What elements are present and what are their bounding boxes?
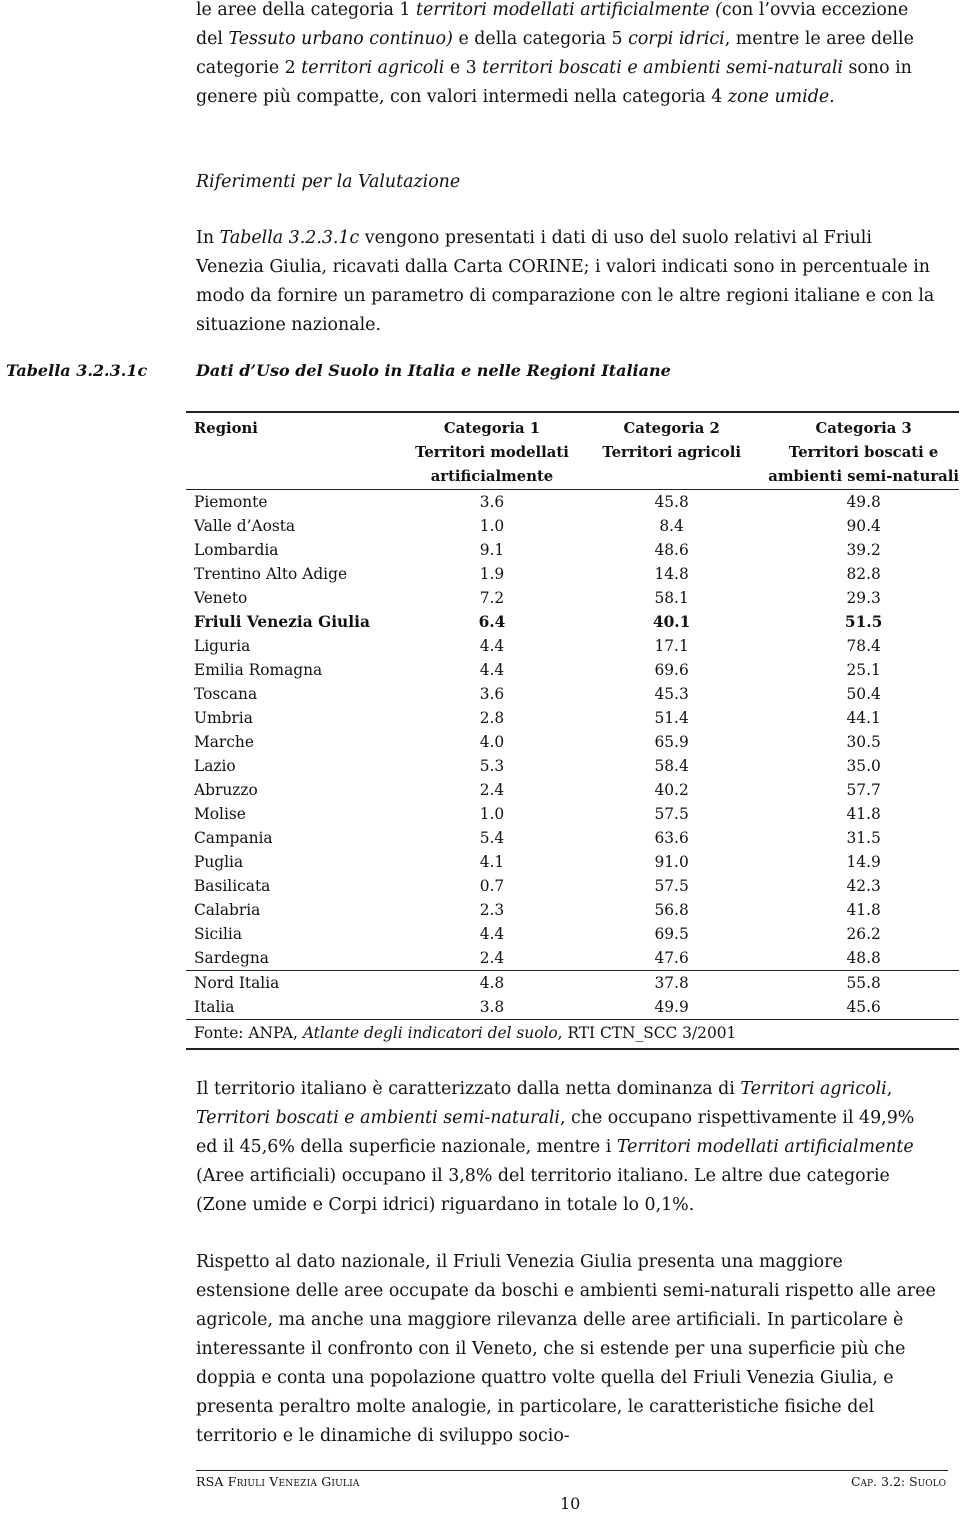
region-cell: Marche: [194, 733, 254, 751]
region-cell: Molise: [194, 805, 246, 823]
cat1-cell: 4.4: [479, 925, 505, 943]
table-row: [186, 682, 959, 706]
cat3-cell: 51.5: [844, 613, 883, 631]
cat3-cell: 14.9: [846, 853, 881, 871]
cat3-cell: 41.8: [846, 805, 881, 823]
cat2-cell: 17.1: [654, 637, 689, 655]
table-row: [186, 706, 959, 730]
cat3-cell: 82.8: [846, 565, 881, 583]
table-row: [186, 850, 959, 874]
cat1-cell: 7.2: [479, 589, 505, 607]
cat2-cell: 45.3: [654, 685, 689, 703]
table-row: [186, 658, 959, 682]
region-cell: Sicilia: [194, 925, 243, 943]
section-heading: Riferimenti per la Valutazione: [196, 172, 461, 192]
cat1-cell: 2.4: [479, 949, 505, 967]
header-cat2-line1: Categoria 2: [623, 420, 720, 437]
header-cat3-line1: Categoria 3: [815, 420, 912, 437]
cat1-cell: 4.1: [479, 853, 505, 871]
region-cell: Emilia Romagna: [194, 661, 323, 679]
cat2-cell: 63.6: [654, 829, 689, 847]
region-cell: Piemonte: [194, 493, 268, 511]
table-row: [186, 490, 959, 515]
cat3-cell: 35.0: [846, 757, 881, 775]
region-cell: Abruzzo: [194, 781, 258, 799]
region-cell: Nord Italia: [186, 971, 401, 996]
header-categoria-3: [760, 412, 959, 490]
cat2-cell: 48.6: [654, 541, 689, 559]
header-regioni: Regioni: [194, 420, 258, 437]
cat2-cell: 57.5: [654, 805, 689, 823]
cat3-cell: 55.8: [760, 971, 959, 996]
table-source-row: [186, 1020, 959, 1050]
cat3-cell: 39.2: [846, 541, 881, 559]
region-cell: Liguria: [194, 637, 251, 655]
cat2-cell: 57.5: [654, 877, 689, 895]
footer-report-title: RSA Friuli Venezia Giulia: [196, 1474, 360, 1489]
table-label: Tabella 3.2.3.1c: [6, 361, 148, 380]
table-row: [186, 730, 959, 754]
header-cat3-line2: Territori boscati e: [788, 444, 939, 461]
table-title: Dati d’Uso del Suolo in Italia e nelle Regioni Italiane: [196, 361, 671, 380]
region-cell: Calabria: [194, 901, 261, 919]
header-categoria-1: [401, 412, 575, 490]
region-cell: Friuli Venezia Giulia: [194, 613, 370, 631]
cat1-cell: 2.3: [479, 901, 505, 919]
cat2-cell: 8.4: [659, 517, 684, 535]
cat3-cell: 49.8: [846, 493, 881, 511]
cat2-cell: 58.1: [654, 589, 689, 607]
table-row: [186, 586, 959, 610]
cat2-cell: 49.9: [654, 998, 689, 1016]
cat3-cell: 78.4: [846, 637, 881, 655]
header-cat1-line1: Categoria 1: [443, 420, 541, 437]
region-cell: Toscana: [194, 685, 258, 703]
table-total-row: [186, 971, 959, 996]
cat2-cell: 14.8: [654, 565, 689, 583]
table-row-highlighted: [186, 610, 959, 634]
cat1-cell: 0.7: [479, 877, 505, 895]
cat1-cell: 4.4: [479, 661, 505, 679]
comparison-paragraph: Rispetto al dato nazionale, il Friuli Venezia Giulia presenta una maggiore estensione delle aree occupate da boschi e ambienti semi-naturali rispetto alle aree agricole, ma anche una maggiore rilevanza delle aree artificiali. In particolare è interessante il confronto con il Veneto, che si estende per una superficie più che doppia e conta una popolazione quattro volte quella del Friuli Venezia Giulia, e presenta peraltro molte analogie, in particolare, le caratteristiche fisiche del territorio e le dinamiche di sviluppo socio-: [196, 1252, 936, 1446]
footer-divider: [196, 1470, 948, 1471]
intro-paragraph: le aree della categoria 1 territori modellati artificialmente (con l’ovvia eccezione del Tessuto urbano continuo) e della categoria 5 corpi idrici, mentre le aree delle categorie 2 territori agricoli e 3 territori boscati e ambienti semi-naturali sono in genere più compatte, con valori intermedi nella categoria 4 zone umide.: [196, 0, 914, 107]
cat1-cell: 3.6: [479, 685, 505, 703]
table-row: [186, 898, 959, 922]
cat1-cell: 9.1: [479, 541, 505, 559]
cat1-cell: 4.0: [479, 733, 505, 751]
region-cell: Puglia: [194, 853, 244, 871]
footer-chapter: Cap. 3.2: Suolo: [850, 1474, 946, 1489]
cat2-cell: 69.6: [654, 661, 689, 679]
cat3-cell: 44.1: [846, 709, 881, 727]
analysis-paragraph: Il territorio italiano è caratterizzato dalla netta dominanza di Territori agricoli, Territori boscati e ambienti semi-naturali, che occupano rispettivamente il 49,9% ed il 45,6% della superficie nazionale, mentre i Territori modellati artificialmente (Aree artificiali) occupano il 3,8% del territorio italiano. Le altre due categorie (Zone umide e Corpi idrici) riguardano in totale lo 0,1%.: [196, 1079, 915, 1215]
cat1-cell: 3.8: [479, 998, 505, 1016]
region-cell: Lombardia: [194, 541, 279, 559]
cat3-cell: 41.8: [846, 901, 881, 919]
cat3-cell: 31.5: [846, 829, 881, 847]
cat3-cell: 25.1: [846, 661, 881, 679]
cat2-cell: 56.8: [654, 901, 689, 919]
cat1-cell: 5.3: [479, 757, 505, 775]
cat3-cell: 90.4: [846, 517, 881, 535]
cat3-cell: 57.7: [846, 781, 881, 799]
region-cell: Sardegna: [194, 949, 269, 967]
cat1-cell: 6.4: [478, 613, 506, 631]
table-row: [186, 826, 959, 850]
cat3-cell: 42.3: [846, 877, 881, 895]
table-row: [186, 922, 959, 946]
cat1-cell: 5.4: [479, 829, 505, 847]
region-cell: Basilicata: [194, 877, 271, 895]
cat3-cell: 50.4: [846, 685, 881, 703]
header-cat2-line2: Territori agricoli: [602, 444, 741, 461]
table-row: [186, 562, 959, 586]
region-cell: Lazio: [194, 757, 236, 775]
cat2-cell: 45.8: [654, 493, 689, 511]
cat2-cell: 37.8: [575, 971, 760, 996]
region-cell: Italia: [194, 998, 235, 1016]
table-row: [186, 946, 959, 971]
region-cell: Trentino Alto Adige: [194, 565, 348, 583]
cat3-cell: 48.8: [846, 949, 881, 967]
table-total-row: [186, 995, 959, 1020]
cat1-cell: 1.0: [479, 517, 505, 535]
header-cat1-line3: artificialmente: [430, 468, 554, 485]
header-categoria-2: [575, 412, 760, 490]
table-row: [186, 538, 959, 562]
cat1-cell: 2.8: [479, 709, 505, 727]
page-number: 10: [560, 1494, 581, 1513]
cat2-cell: 91.0: [654, 853, 689, 871]
cat2-cell: 40.1: [652, 613, 691, 631]
table-source: Fonte: ANPA, Atlante degli indicatori del suolo, RTI CTN_SCC 3/2001: [186, 1020, 959, 1050]
cat1-cell: 1.0: [479, 805, 505, 823]
cat2-cell: 65.9: [654, 733, 689, 751]
header-cat3-line3: ambienti semi-naturali: [768, 468, 959, 485]
cat2-cell: 69.5: [654, 925, 689, 943]
cat2-cell: 40.2: [654, 781, 689, 799]
table-row: [186, 802, 959, 826]
table-header-row: [186, 412, 959, 490]
region-cell: Veneto: [194, 589, 248, 607]
cat3-cell: 29.3: [846, 589, 881, 607]
cat1-cell: 4.8: [401, 971, 575, 996]
header-cat1-line2: Territori modellati: [415, 444, 569, 461]
table-row: [186, 778, 959, 802]
table-row: [186, 634, 959, 658]
region-cell: Campania: [194, 829, 273, 847]
land-use-table: [186, 411, 959, 1050]
cat2-cell: 58.4: [654, 757, 689, 775]
region-cell: Valle d’Aosta: [194, 517, 296, 535]
table-row: [186, 754, 959, 778]
cat2-cell: 47.6: [654, 949, 689, 967]
cat2-cell: 51.4: [654, 709, 689, 727]
table-row: [186, 874, 959, 898]
cat1-cell: 2.4: [479, 781, 505, 799]
cat3-cell: 45.6: [846, 998, 881, 1016]
region-cell: Umbria: [194, 709, 253, 727]
cat1-cell: 1.9: [479, 565, 505, 583]
cat1-cell: 3.6: [479, 493, 505, 511]
cat3-cell: 30.5: [846, 733, 881, 751]
cat3-cell: 26.2: [846, 925, 881, 943]
table-intro-paragraph: In Tabella 3.2.3.1c vengono presentati i dati di uso del suolo relativi al Friuli Venezia Giulia, ricavati dalla Carta CORINE; i valori indicati sono in percentuale in modo da fornire un parametro di comparazione con le altre regioni italiane e con la situazione nazionale.: [196, 228, 935, 335]
cat1-cell: 4.4: [479, 637, 505, 655]
table-row: [186, 514, 959, 538]
